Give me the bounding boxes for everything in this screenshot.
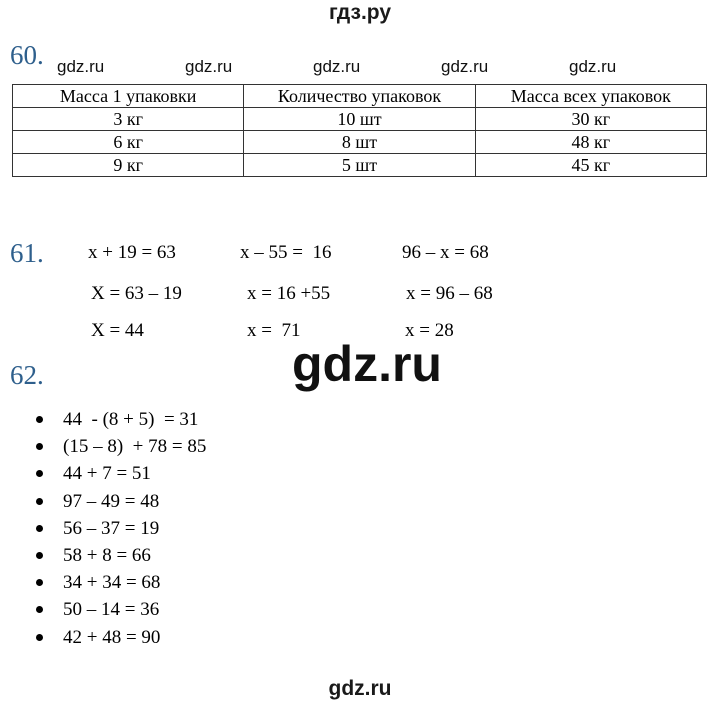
equation-2-step-1: x – 55 = 16 [240, 242, 332, 263]
expression-list [34, 406, 206, 651]
expression-text: (15 – 8) + 78 = 85 [63, 436, 207, 458]
bullet-icon [36, 443, 43, 450]
site-header: гдз.ру [328, 1, 392, 24]
bullet-icon [36, 525, 43, 532]
bullet-icon [36, 470, 43, 477]
bullet-icon [36, 579, 43, 586]
equation-3-step-2: x = 96 – 68 [406, 283, 493, 304]
column-header-total-mass: Масса всех упаковок [475, 85, 706, 108]
table-cell: 8 шт [244, 131, 475, 154]
expression-text: 44 + 7 = 51 [63, 463, 151, 485]
bullet-icon [36, 416, 43, 423]
list-item [34, 569, 206, 596]
watermark-4: gdz.ru [441, 57, 489, 76]
expression-text: 56 – 37 = 19 [63, 517, 160, 539]
task-62-number: 62. [10, 360, 44, 390]
equation-1-step-2: X = 63 – 19 [91, 283, 182, 304]
expression-text: 42 + 48 = 90 [63, 626, 161, 648]
site-footer: gdz.ru [328, 677, 392, 700]
table-row [13, 131, 707, 154]
watermark-3: gdz.ru [313, 57, 361, 76]
equation-3-step-3: x = 28 [405, 320, 454, 341]
bullet-icon [36, 552, 43, 559]
list-item [34, 488, 206, 515]
table-row [13, 154, 707, 177]
equation-3-step-1: 96 – x = 68 [402, 242, 489, 263]
bullet-icon [36, 606, 43, 613]
column-header-unit-mass: Масса 1 упаковки [13, 85, 244, 108]
list-item [34, 515, 206, 542]
mass-table [12, 84, 707, 177]
watermark-5: gdz.ru [569, 57, 617, 76]
table-header-row [13, 85, 707, 108]
table-cell: 10 шт [244, 108, 475, 131]
expression-text: 97 – 49 = 48 [63, 490, 160, 512]
watermark-1: gdz.ru [57, 57, 105, 76]
table-cell: 3 кг [13, 108, 244, 131]
table-cell: 30 кг [475, 108, 706, 131]
column-header-count: Количество упаковок [244, 85, 475, 108]
list-item [34, 596, 206, 623]
equation-1-step-1: x + 19 = 63 [88, 242, 176, 263]
task-61-number: 61. [10, 238, 44, 268]
table-cell: 9 кг [13, 154, 244, 177]
table-cell: 6 кг [13, 131, 244, 154]
equation-2-step-3: x = 71 [247, 320, 301, 341]
table-cell: 5 шт [244, 154, 475, 177]
expression-text: 34 + 34 = 68 [63, 572, 161, 594]
watermark-2: gdz.ru [185, 57, 233, 76]
expression-text: 44 - (8 + 5) = 31 [63, 409, 199, 430]
list-item [34, 624, 206, 651]
equation-1-step-3: X = 44 [91, 320, 144, 341]
list-item [34, 542, 206, 569]
task-60-number: 60. [10, 40, 44, 70]
watermark-large: gdz.ru [292, 336, 442, 392]
bullet-icon [36, 498, 43, 505]
table-cell: 45 кг [475, 154, 706, 177]
table-row [13, 108, 707, 131]
list-item [34, 460, 206, 487]
expression-text: 50 – 14 = 36 [63, 599, 160, 621]
list-item [34, 433, 206, 460]
bullet-icon [36, 634, 43, 641]
list-item [34, 406, 206, 433]
expression-text: 58 + 8 = 66 [63, 544, 151, 566]
table-cell: 48 кг [475, 131, 706, 154]
equation-2-step-2: x = 16 +55 [247, 283, 331, 304]
